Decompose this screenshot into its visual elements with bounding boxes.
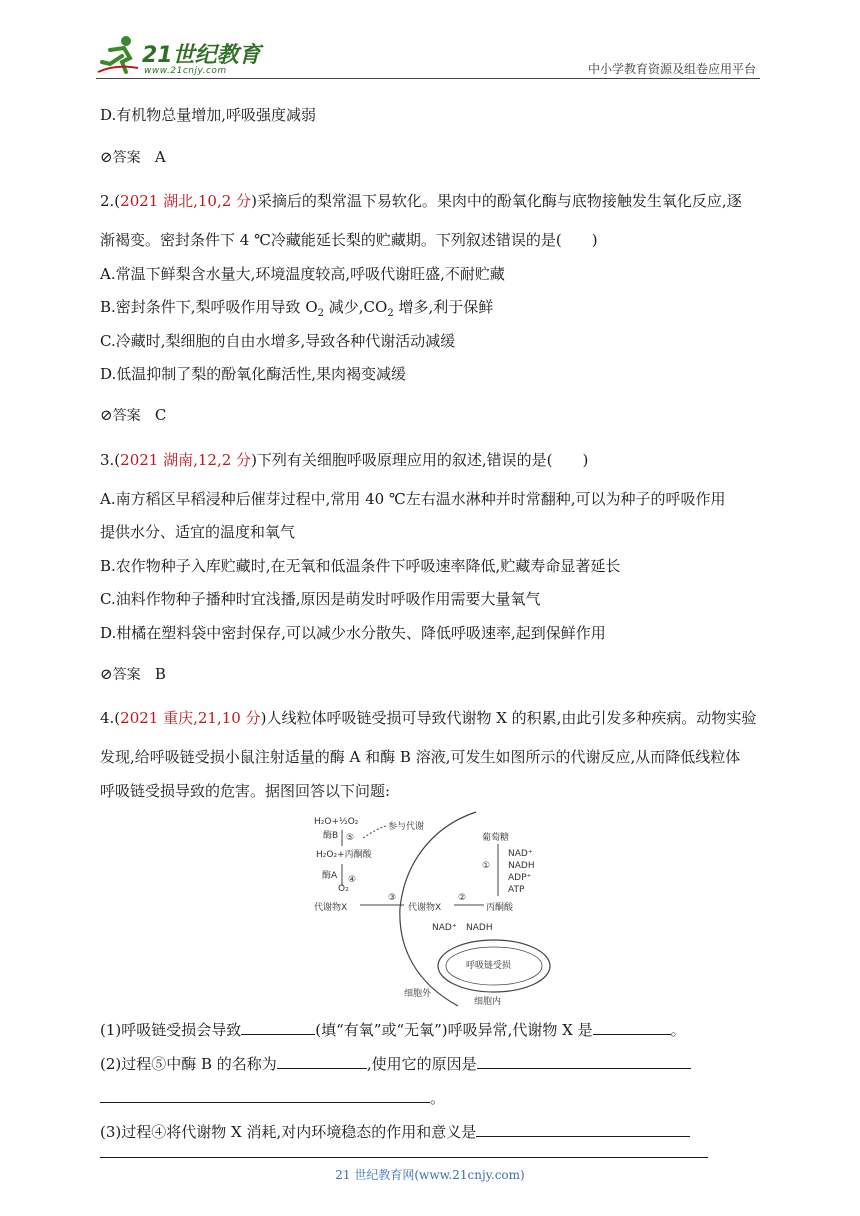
q2-stem-text-1: )采摘后的梨常温下易软化。果肉中的酚氧化酶与底物接触发生氧化反应,逐 [251,192,742,210]
q3-answer [100,664,166,685]
answer-blank[interactable] [277,1053,367,1069]
fig-atp: ATP [508,885,525,895]
answer-blank[interactable] [476,1121,690,1137]
q3-source: 2021 湖南,12,2 分 [120,451,252,469]
fig-outside: 细胞外 [404,989,432,999]
q2-option-b-post: 增多,利于保鲜 [393,298,494,316]
q4-sub2-end: 。 [430,1089,446,1107]
fig-h2o2-pyruvate: H₂O₂+丙酮酸 [316,850,372,860]
fig-adp: ADP⁺ [508,873,532,883]
fig-participate: 参与代谢 [388,822,425,832]
logo-url-text: www.21cnjy.com [144,66,227,76]
fig-met-x-left: 代谢物X [314,903,348,913]
q4-stem-text-1: )人线粒体呼吸链受损可导致代谢物 X 的积累,由此引发多种疾病。动物实验 [260,709,757,727]
q4-sub1-mid: (填“有氧”或“无氧”)呼吸异常,代谢物 X 是 [315,1021,593,1039]
fig-nad-plus-2: NAD⁺ [432,923,457,933]
answer-blank[interactable] [241,1019,315,1035]
q4-stem-line-3: 呼吸链受损导致的危害。据图回答以下问题: [100,782,391,800]
fig-circle-5: ⑤ [346,833,355,843]
q1-option-d: D.有机物总量增加,呼吸强度减弱 [100,106,317,124]
q4-sub2-prefix: (2)过程⑤中酶 B 的名称为 [100,1055,277,1073]
q2-option-d: D.低温抑制了梨的酚氧化酶活性,果肉褐变减缓 [100,365,407,383]
fig-circle-4: ④ [348,875,357,885]
header-divider [96,78,760,79]
q4-sub-2 [100,1053,691,1074]
q4-sub-2-cont [100,1087,445,1108]
q4-sub2-mid: ,使用它的原因是 [366,1055,477,1073]
q4-number: 4.( [100,709,121,727]
answer-value: C [154,406,167,424]
fig-enzyme-b: 酶B [323,831,339,841]
q3-stem-text: )下列有关细胞呼吸原理应用的叙述,错误的是( ) [251,451,589,469]
fig-met-x-mid: 代谢物X [408,903,442,913]
q2-stem-line-1 [100,191,742,211]
header-right-text: 中小学教育资源及组卷应用平台 [587,62,756,76]
q4-source: 2021 重庆,21,10 分 [120,709,261,727]
q2-source: 2021 湖北,10,2 分 [120,192,252,210]
q4-sub-3 [100,1121,690,1142]
answer-check-icon: ⊘ [100,148,113,166]
q2-option-c: C.冷藏时,梨细胞的自由水增多,导致各种代谢活动减缓 [100,332,456,350]
q2-option-a: A.常温下鲜梨含水量大,环境温度较高,呼吸代谢旺盛,不耐贮藏 [100,265,505,283]
q4-stem-line-2: 发现,给呼吸链受损小鼠注射适量的酶 A 和酶 B 溶液,可发生如图所示的代谢反应,从而降低线粒体 [100,748,741,766]
q1-answer [100,147,166,168]
q3-option-a-line-1: A.南方稻区早稻浸种后催芽过程中,常用 40 ℃左右温水淋种并时常翻种,可以为种子的呼吸作用 [100,490,726,508]
q4-sub1-prefix: (1)呼吸链受损会导致 [100,1021,242,1039]
answer-value: B [154,665,166,683]
fig-nad-plus: NAD⁺ [508,849,533,859]
footer-text: 21 世纪教育网(www.21cnjy.com) [335,1168,525,1182]
q3-option-c: C.油料作物种子播种时宜浅播,原因是萌发时呼吸作用需要大量氧气 [100,590,541,608]
q2-option-b-pre: B.密封条件下,梨呼吸作用导致 O [100,298,318,316]
answer-label: 答案 [112,408,141,424]
answer-check-icon: ⊘ [100,406,113,424]
answer-label: 答案 [112,150,141,166]
fig-circle-1: ① [482,861,491,871]
fig-circle-2: ② [458,893,467,903]
q4-sub-1 [100,1019,686,1040]
answer-check-icon: ⊘ [100,665,113,683]
answer-value: A [154,148,166,166]
q3-stem [100,450,588,470]
runner-logo-icon [96,34,140,76]
q4-sub1-end: 。 [670,1021,686,1039]
answer-label: 答案 [112,667,141,683]
fig-h2o-o2: H₂O+½O₂ [314,817,359,827]
answer-blank-line[interactable] [100,1157,708,1158]
q4-sub3-prefix: (3)过程④将代谢物 X 消耗,对内环境稳态的作用和意义是 [100,1123,477,1141]
fig-inside: 细胞内 [474,997,502,1007]
fig-nadh: NADH [508,861,535,871]
logo-main-text: 21世纪教育 [142,43,261,68]
fig-enzyme-a: 酶A [322,871,338,881]
q2-number: 2.( [100,192,121,210]
fig-resp-damage: 呼吸链受损 [466,961,512,971]
q2-stem-line-2: 渐褐变。密封条件下 4 ℃冷藏能延长梨的贮藏期。下列叙述错误的是( ) [100,231,598,249]
q3-option-b: B.农作物种子入库贮藏时,在无氧和低温条件下呼吸速率降低,贮藏寿命显著延长 [100,557,621,575]
fig-nadh-2: NADH [466,923,493,933]
q4-stem-line-1 [100,708,756,728]
q2-option-b: B.密封条件下,梨呼吸作用导致 $O_2$ 减少$,CO_2$ 增多,利于保鲜 [100,298,494,319]
answer-blank[interactable] [593,1019,671,1035]
q3-option-d: D.柑橘在塑料袋中密封保存,可以减少水分散失、降低呼吸速率,起到保鲜作用 [100,624,606,642]
answer-blank[interactable] [477,1053,691,1069]
q2-option-b-mid: 减少,CO [324,298,388,316]
fig-circle-3: ③ [388,893,397,903]
header-logo [96,34,266,80]
q2-answer [100,405,166,426]
answer-blank[interactable] [100,1087,430,1103]
fig-pyruvate: 丙酮酸 [486,903,514,913]
metabolism-diagram [308,808,558,1008]
q3-number: 3.( [100,451,121,469]
fig-glucose: 葡萄糖 [482,833,510,843]
q3-option-a-line-2: 提供水分、适宜的温度和氧气 [100,523,296,541]
fig-o2: O₂ [338,884,349,894]
